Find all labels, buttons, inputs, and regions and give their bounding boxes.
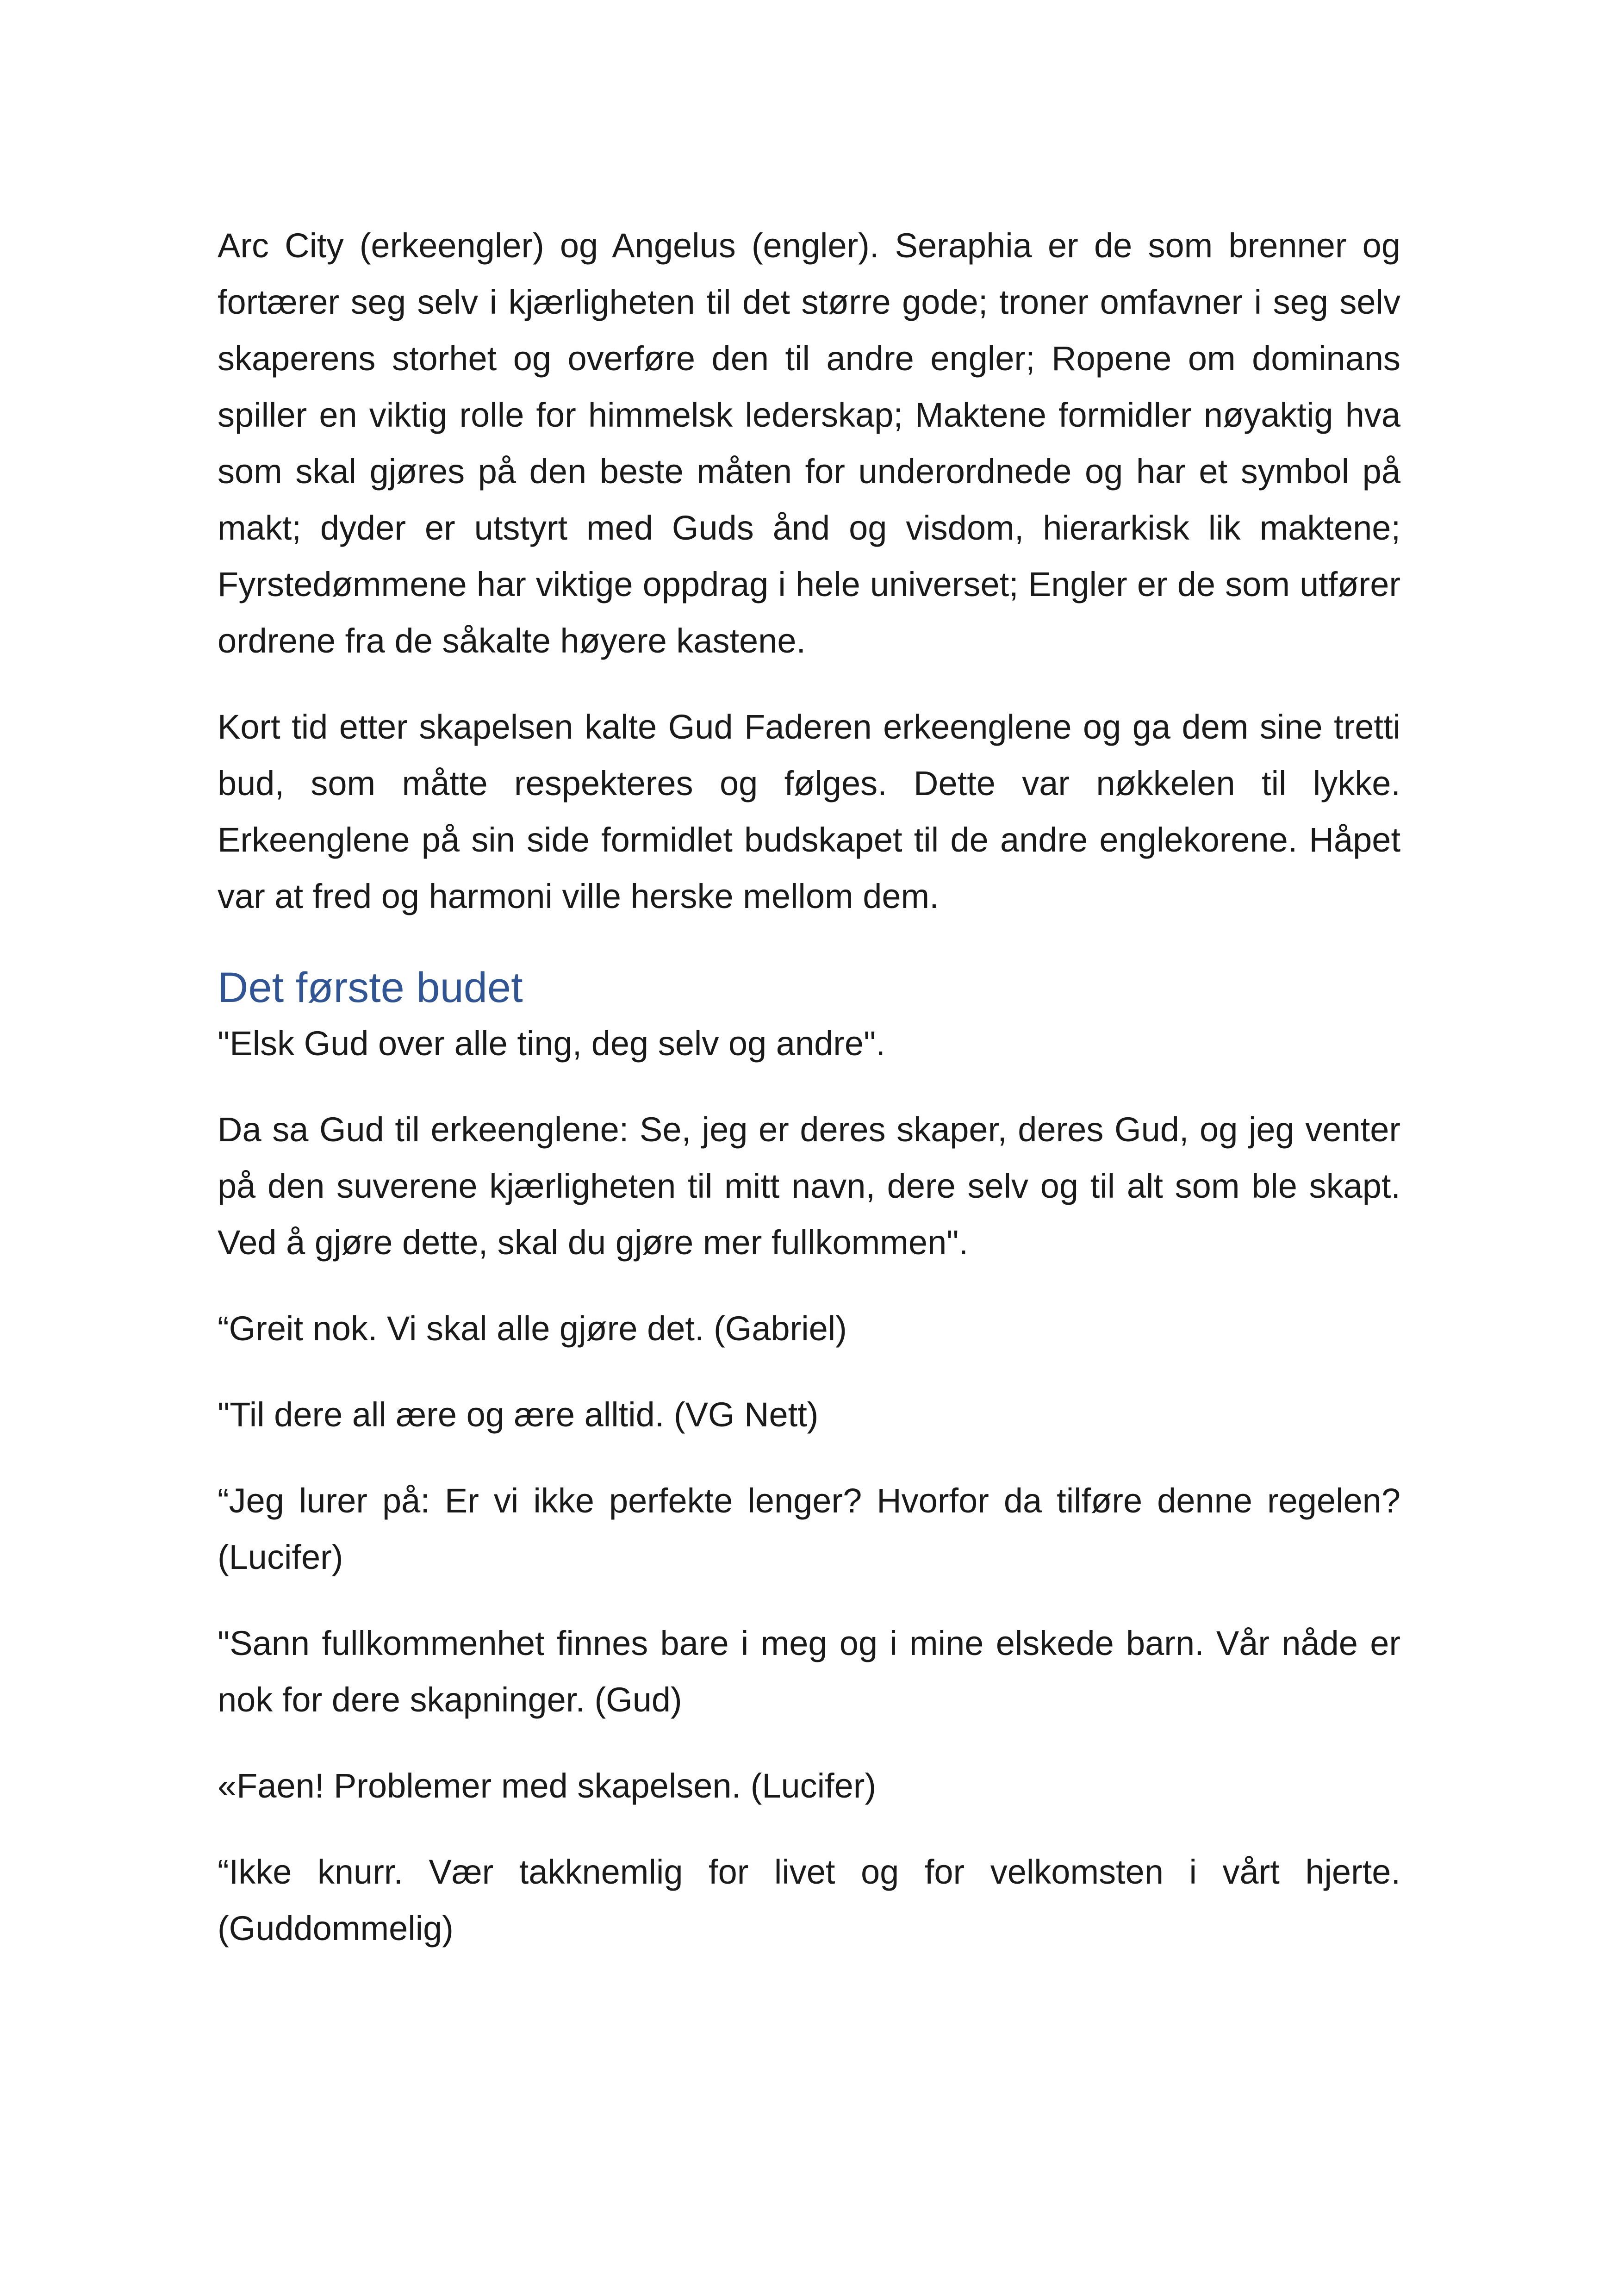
paragraph-god-speaks: Da sa Gud til erkeenglene: Se, jeg er deres skaper, deres Gud, og jeg venter på den suverene kjærligheten til mitt navn, dere selv og til alt som ble skapt. Ved å gjøre dette, skal du gjøre mer fullkommen". — [218, 1110, 1400, 1262]
dialogue-line-divine: “Ikke knurr. Vær takknemlig for livet og for velkomsten i vårt hjerte. (Guddommelig) — [218, 1853, 1400, 1948]
document-page — [218, 218, 1400, 1986]
dialogue-line-god: "Sann fullkommenhet finnes bare i meg og i mine elskede barn. Vår nåde er nok for dere skapninger. (Gud) — [218, 1624, 1400, 1719]
paragraph-angel-hierarchy: Arc City (erkeengler) og Angelus (engler). Seraphia er de som brenner og fortærer seg selv i kjærligheten til det større gode; troner omfavner i seg selv skaperens storhet og overføre den til andre engler; Ropene om dominans spiller en viktig rolle for himmelsk lederskap; Maktene formidler nøyaktig hva som skal gjøres på den beste måten for underordnede og har et symbol på makt; dyder er utstyrt med Guds ånd og visdom, hierarkisk lik maktene; Fyrstedømmene har viktige oppdrag i hele universet; Engler er de som utfører ordrene fra de såkalte høyere kastene. — [218, 226, 1400, 660]
section-heading: Det første budet — [218, 964, 523, 1011]
dialogue-line-vg-nett: "Til dere all ære og ære alltid. (VG Nett) — [218, 1395, 819, 1434]
paragraph-thirty-commandments: Kort tid etter skapelsen kalte Gud Faderen erkeenglene og ga dem sine tretti bud, som måtte respekteres og følges. Dette var nøkkelen til lykke. Erkeenglene på sin side formidlet budskapet til de andre englekorene. Håpet var at fred og harmoni ville herske mellom dem. — [218, 708, 1400, 915]
dialogue-line-gabriel: “Greit nok. Vi skal alle gjøre det. (Gabriel) — [218, 1309, 847, 1348]
dialogue-line-lucifer-curse: «Faen! Problemer med skapelsen. (Lucifer) — [218, 1767, 877, 1805]
commandment-quote: "Elsk Gud over alle ting, deg selv og andre". — [218, 1024, 885, 1063]
dialogue-line-lucifer-question: “Jeg lurer på: Er vi ikke perfekte lenger? Hvorfor da tilføre denne regelen? (Lucifer) — [218, 1481, 1400, 1576]
